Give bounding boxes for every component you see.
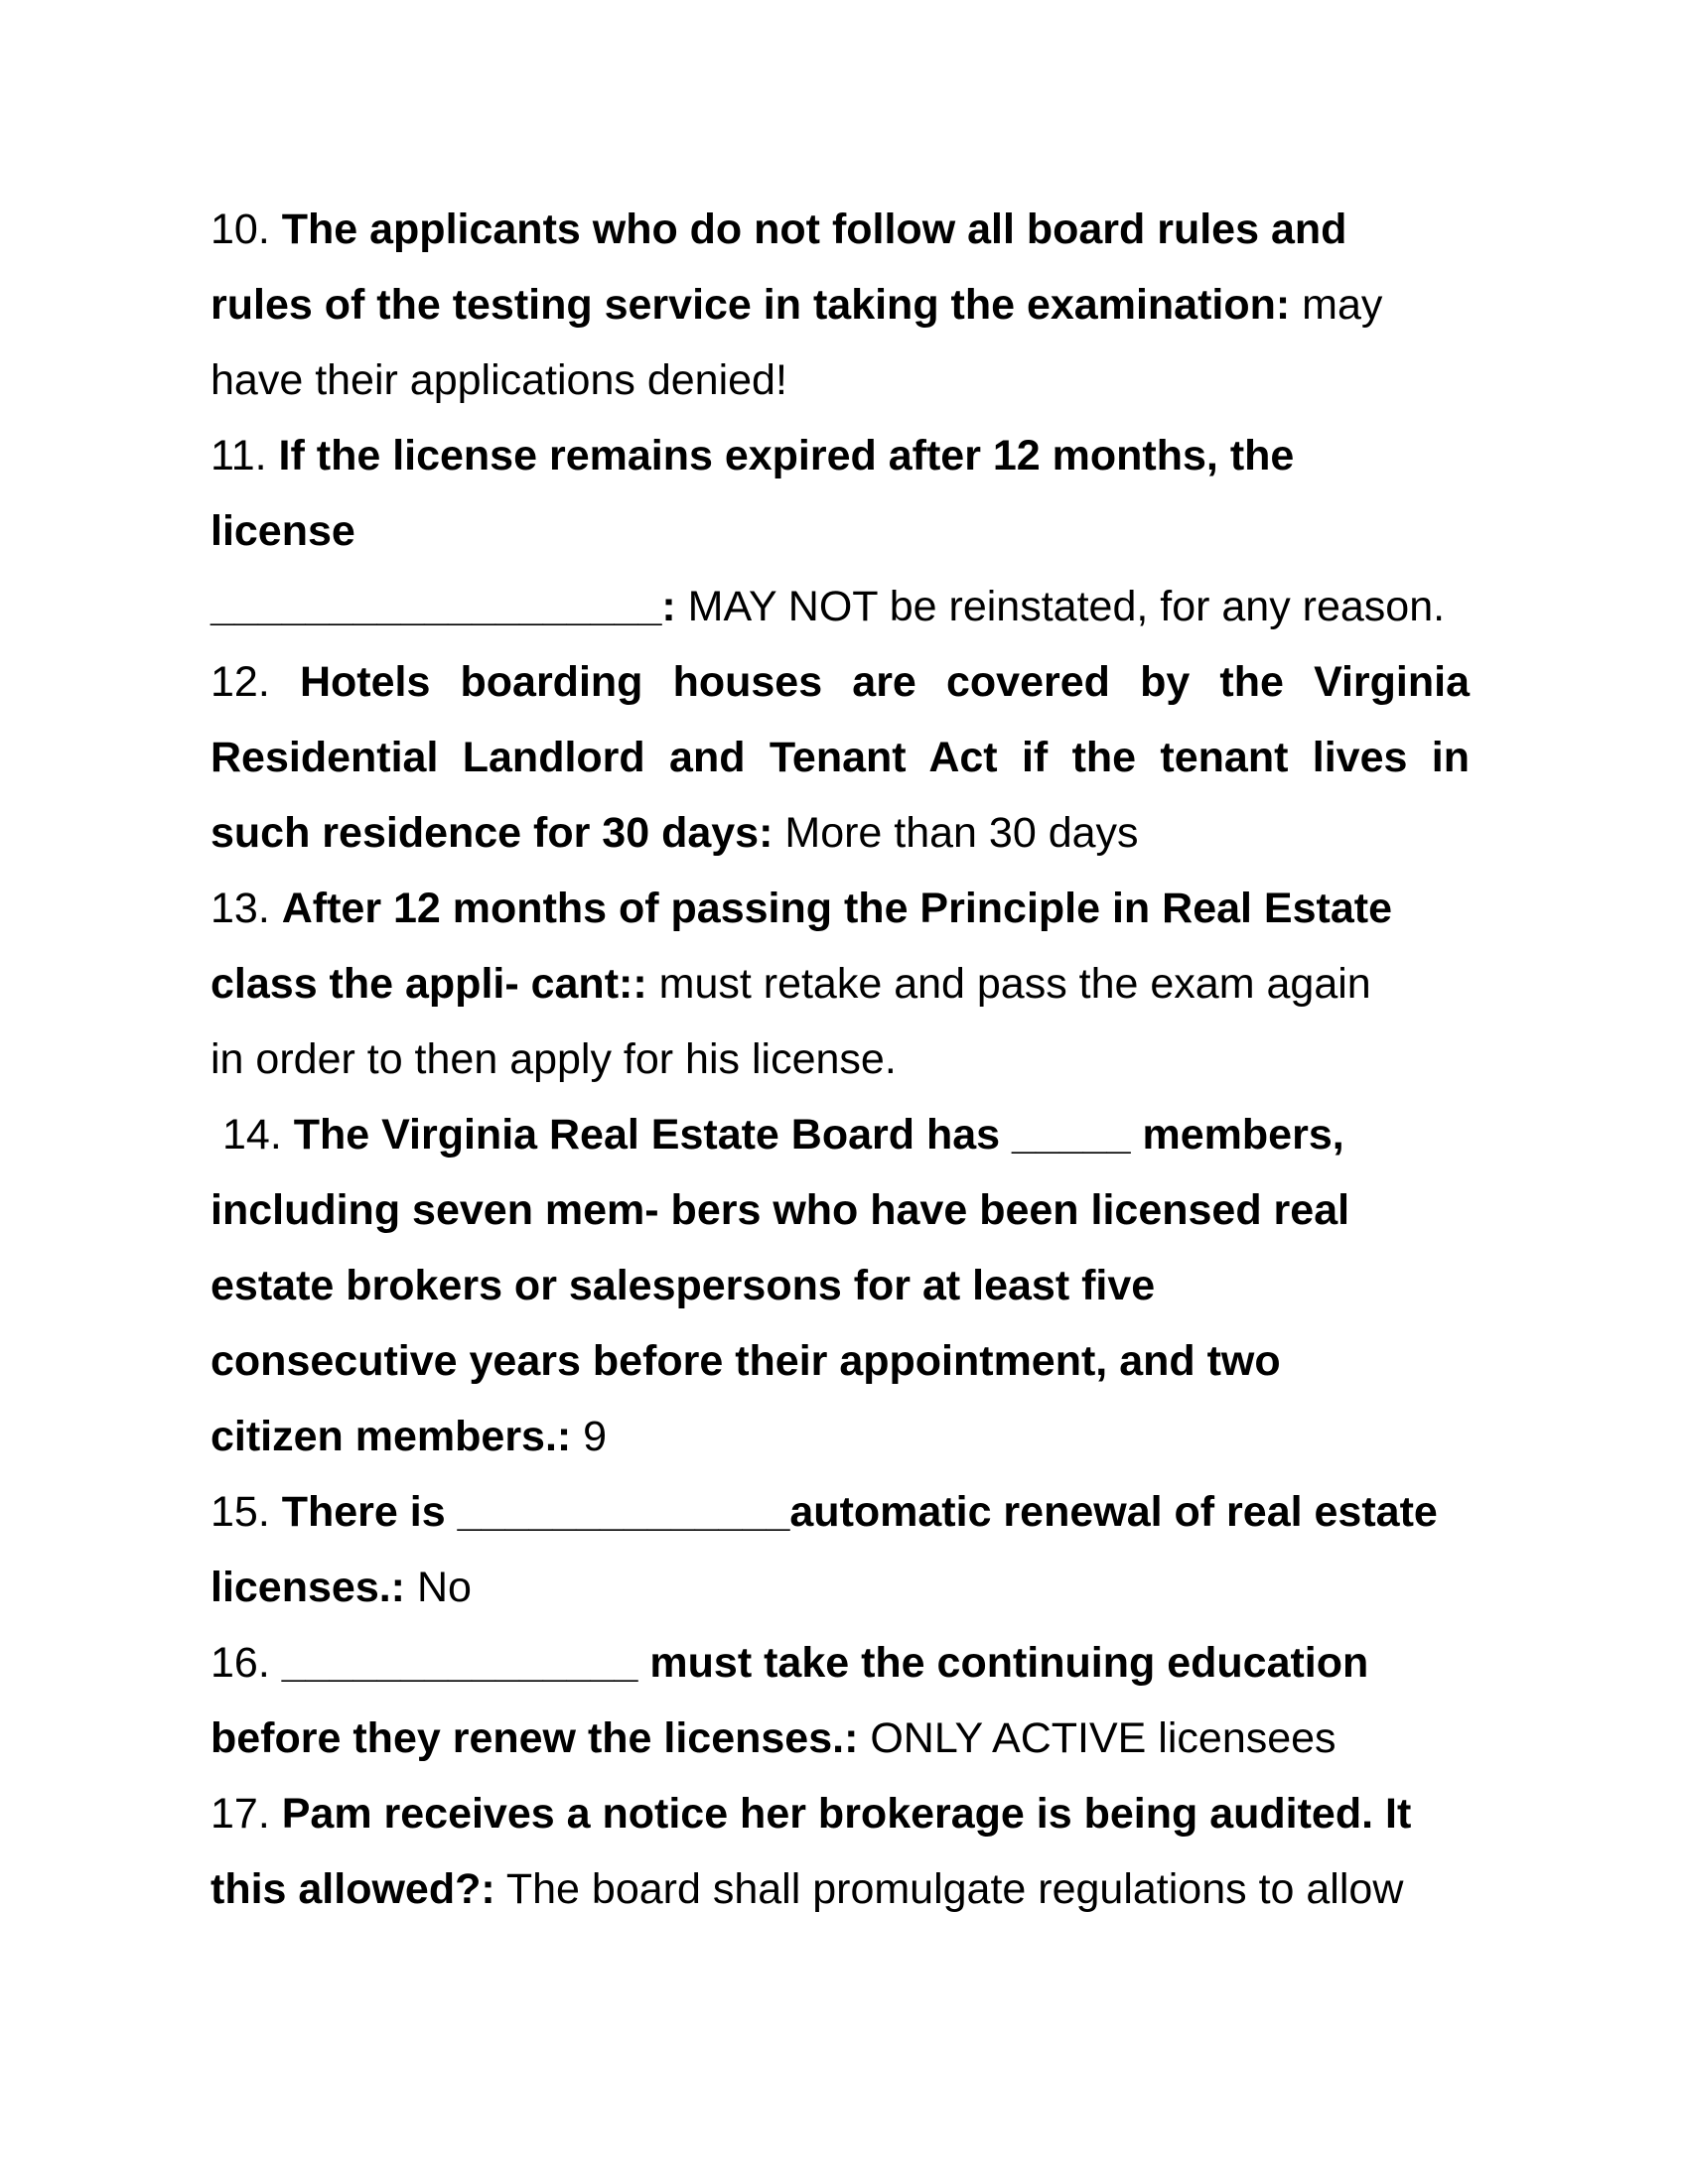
answer-text: No bbox=[405, 1564, 472, 1611]
question-text: this allowed?: bbox=[211, 1865, 495, 1913]
question-12 bbox=[211, 644, 1470, 871]
question-text: consecutive years before their appointment, and two bbox=[211, 1337, 1281, 1385]
question-17 bbox=[211, 1776, 1470, 1927]
question-text: citizen members.: bbox=[211, 1413, 572, 1460]
question-number: 12. bbox=[211, 658, 300, 706]
question-text: rules of the testing service in taking the examination: bbox=[211, 281, 1291, 329]
question-text: before they renew the licenses.: bbox=[211, 1714, 859, 1762]
question-text: including seven mem- bers who have been licensed real bbox=[211, 1186, 1350, 1234]
question-number: 11. bbox=[211, 432, 279, 479]
question-text: After 12 months of passing the Principle in Real Estate bbox=[281, 885, 1392, 932]
question-16 bbox=[211, 1625, 1470, 1776]
answer-text: 9 bbox=[571, 1413, 608, 1460]
question-14 bbox=[211, 1097, 1470, 1474]
question-text: Hotels boarding houses are covered by the Virginia Residential Landlord and Tenant Act if the tenant lives in such residence for 30 days: bbox=[211, 658, 1470, 857]
question-number: 17. bbox=[211, 1790, 282, 1838]
question-11 bbox=[211, 418, 1470, 644]
question-text: _______________ must take the continuing education bbox=[281, 1639, 1369, 1687]
question-number: 16. bbox=[211, 1639, 282, 1687]
answer-text: may bbox=[1290, 281, 1383, 329]
question-number: 14. bbox=[222, 1111, 294, 1159]
answer-text: The board shall promulgate regulations to allow bbox=[494, 1865, 1404, 1913]
answer-text: in order to then apply for his license. bbox=[211, 1035, 897, 1083]
question-number: 13. bbox=[211, 885, 282, 932]
answer-text: have their applications denied! bbox=[211, 356, 787, 404]
question-text: If the license remains expired after 12 months, the bbox=[278, 432, 1295, 479]
answer-text: More than 30 days bbox=[773, 809, 1139, 857]
answer-text: ONLY ACTIVE licensees bbox=[858, 1714, 1336, 1762]
question-number: 10. bbox=[211, 205, 282, 253]
question-number: 15. bbox=[211, 1488, 282, 1536]
question-text: estate brokers or salespersons for at least five bbox=[211, 1262, 1156, 1309]
answer-text: must retake and pass the exam again bbox=[646, 960, 1371, 1008]
document-page bbox=[211, 192, 1470, 1927]
question-text: The applicants who do not follow all board rules and bbox=[281, 205, 1347, 253]
question-text: The Virginia Real Estate Board has _____ members, bbox=[293, 1111, 1344, 1159]
question-15 bbox=[211, 1474, 1470, 1625]
question-text: Pam receives a notice her brokerage is being audited. It bbox=[281, 1790, 1412, 1838]
question-text: There is ______________automatic renewal of real estate bbox=[281, 1488, 1438, 1536]
question-text: license bbox=[211, 507, 355, 555]
question-text: licenses.: bbox=[211, 1564, 405, 1611]
question-text: class the appli- cant:: bbox=[211, 960, 647, 1008]
question-blank: ___________________: bbox=[211, 583, 676, 630]
question-10 bbox=[211, 192, 1470, 418]
answer-text: MAY NOT be reinstated, for any reason. bbox=[675, 583, 1446, 630]
question-13 bbox=[211, 871, 1470, 1097]
